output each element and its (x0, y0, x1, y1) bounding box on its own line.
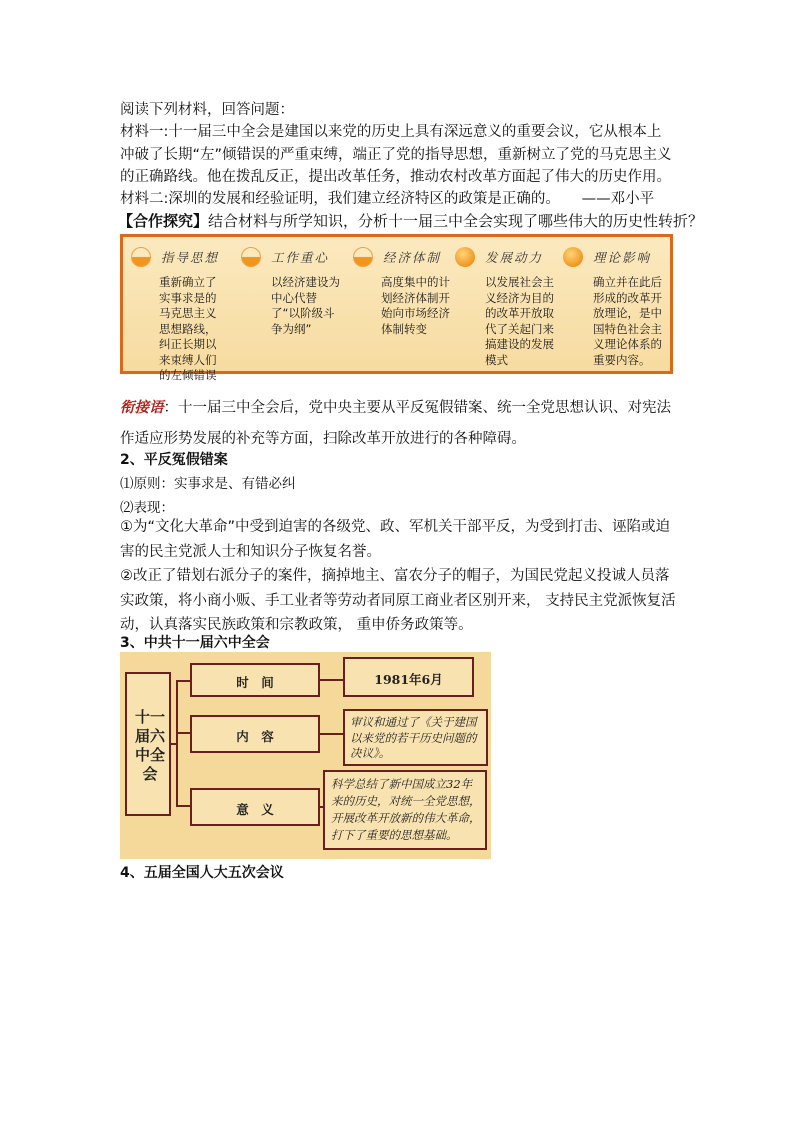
column-body: 重新确立了实事求是的马克思主义思想路线，纠正长期以来束缚人们的左倾错误 (159, 275, 217, 382)
significance-label-box (190, 788, 320, 826)
content-label-box (190, 715, 320, 753)
time-label-box (190, 663, 320, 697)
inquiry-bracket: 【合作探究】 (118, 212, 209, 230)
material-two: 材料二:深圳的发展和经验证明，我们建立经济特区的政策是正确的。 ——邓小平 (120, 191, 655, 208)
diagram-root-text: 十一届六中全会 (134, 708, 165, 783)
performance-point-2: ②改正了错划右派分子的案件，摘掉地主、富农分子的帽子，为国民党起义投诚人员落实政策，将小商小贩、手工业者等劳动者同原工商业者区别开来， 支持民主党派恢复活动，认真落实民族政策和宗教政策， 重申侨务政策等。 (120, 568, 676, 633)
column-title: 理论影响 (593, 250, 652, 265)
column-body: 以经济建设为中心代替了“以阶级斗争为纲” (271, 275, 340, 336)
content-label: 内 容 (236, 729, 274, 744)
column-body: 高度集中的计划经济体制开始向市场经济体制转变 (381, 275, 450, 336)
connector-line (320, 679, 343, 681)
orange-circle-icon (241, 247, 261, 267)
column-title: 经济体制 (383, 250, 442, 265)
principle-line: ⑴原则：实事求是、有错必纠 (120, 476, 296, 492)
performance-point-1: ①为“文化大革命”中受到迫害的各级党、政、军机关干部平反，为受到打击、诬陷或迫害的民主党派人士和知识分子恢复名誉。 (120, 519, 671, 560)
turning-points-panel (120, 234, 673, 382)
column-title: 工作重心 (271, 250, 330, 265)
transition-label: 衔接语 (120, 399, 164, 416)
content-value: 审议和通过了《关于建国以来党的若干历史问题的决议》。 (350, 715, 477, 760)
intro-line-1: 阅读下列材料，回答问题： (120, 102, 294, 118)
column-title: 指导思想 (161, 250, 220, 265)
material-one: 材料一:十一届三中全会是建国以来党的历史上具有深远意义的重要会议，它从根本上冲破了长期“左”倾错误的严重束缚，端正了党的指导思想，重新树立了党的马克思主义的正确路线。他在拨乱反正，提出改革任务，推动农村改革方面起了伟大的历史作用。 (120, 124, 672, 185)
content-value-box (343, 709, 488, 766)
diagram-root-box (125, 672, 171, 816)
connector-line (176, 680, 178, 806)
transition-text: ：十一届三中全会后，党中央主要从平反冤假错案、统一全党思想认识、对宪法作适应形势发展的补充等方面，扫除改革开放进行的各种障碍。 (120, 400, 671, 447)
column-body: 确立并在此后形成的改革开放理论，是中国特色社会主义理论体系的重要内容。 (593, 275, 662, 367)
significance-label: 意 义 (236, 802, 274, 817)
connector-line (176, 680, 190, 682)
orange-circle-icon (455, 247, 475, 267)
time-label: 时 间 (236, 675, 274, 690)
section-3-heading: 3、中共十一届六中全会 (120, 635, 270, 651)
intro-block (120, 99, 675, 210)
connector-line (176, 805, 190, 807)
significance-value: 科学总结了新中国成立32年来的历史，对统一全党思想，开展改革开放新的伟大革命，打下了重要的思想基础。 (331, 777, 481, 842)
orange-circle-icon (563, 247, 583, 267)
orange-circle-icon (353, 247, 373, 267)
column-title: 发展动力 (485, 250, 544, 265)
sixth-plenum-diagram (120, 652, 491, 859)
cooperative-inquiry (118, 210, 703, 232)
significance-value-box (323, 770, 487, 850)
section-4-heading: 4、五届全国人大五次会议 (120, 865, 284, 881)
inquiry-text: 结合材料与所学知识，分析十一届三中全会实现了哪些伟大的历史性转折？ (208, 212, 704, 230)
transition-note (120, 392, 680, 455)
time-value-box (343, 657, 474, 697)
section-2-heading: 2、平反冤假错案 (120, 452, 228, 468)
column-body: 以发展社会主义经济为目的的改革开放取代了关起门来搞建设的发展模式 (485, 275, 554, 367)
connector-line (176, 732, 190, 734)
performance-line: ⑵表现： (120, 500, 174, 516)
time-value: 1981年6月 (374, 672, 443, 687)
orange-circle-icon (131, 247, 151, 267)
